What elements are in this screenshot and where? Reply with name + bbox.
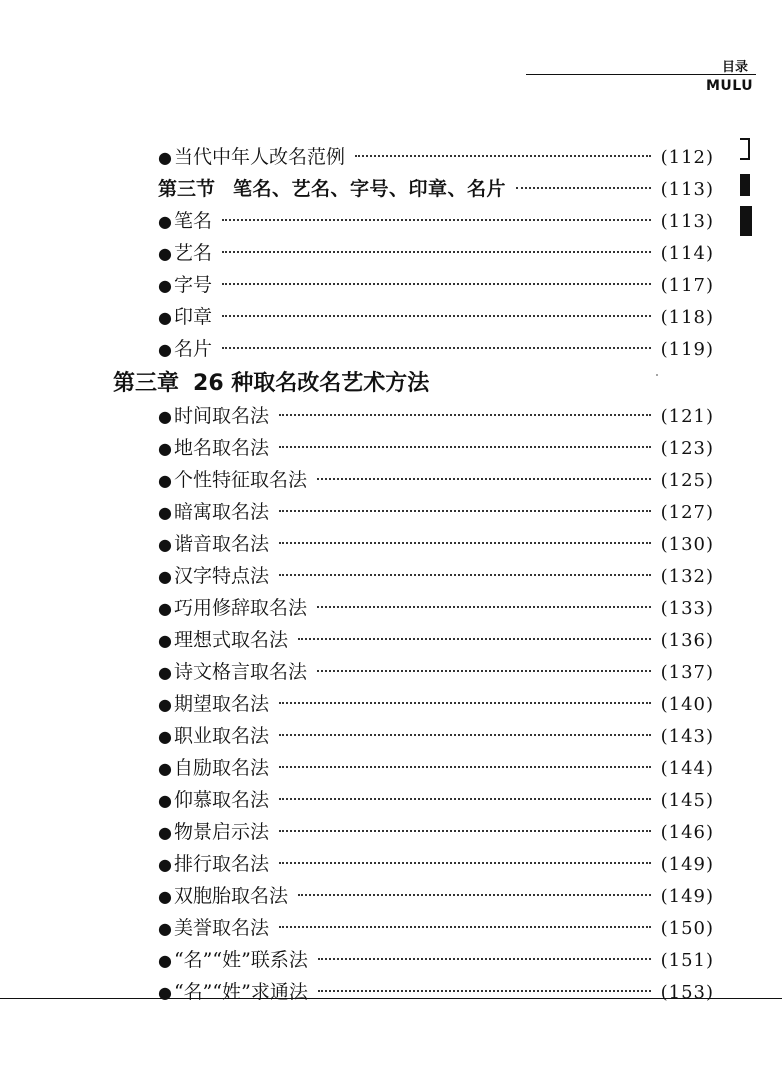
toc-entry-page: (137) bbox=[660, 662, 714, 683]
bullet-icon: ● bbox=[158, 599, 172, 618]
toc-entry[interactable] bbox=[158, 142, 714, 169]
bullet-icon: ● bbox=[158, 919, 172, 938]
toc-entry-title: 双胞胎取名法 bbox=[173, 885, 288, 907]
toc-entry[interactable] bbox=[158, 334, 714, 361]
toc-entry-title: 时间取名法 bbox=[173, 405, 269, 427]
dot-leader bbox=[222, 219, 651, 221]
dot-leader bbox=[317, 478, 651, 480]
toc-entry-page: (133) bbox=[660, 598, 714, 619]
toc-entry-title: 印章 bbox=[173, 306, 212, 328]
toc-entry-title: 排行取名法 bbox=[173, 853, 269, 875]
toc-entry-page: (150) bbox=[660, 918, 714, 939]
toc-entry[interactable] bbox=[158, 238, 714, 265]
toc-entry-title: “名”“姓”联系法 bbox=[173, 949, 308, 971]
toc-entry-title: 诗文格言取名法 bbox=[173, 661, 307, 683]
toc-entry-title: 笔名 bbox=[173, 210, 212, 232]
dot-leader bbox=[279, 734, 651, 736]
bullet-icon: ● bbox=[158, 308, 172, 327]
toc-entry-title: 理想式取名法 bbox=[173, 629, 288, 651]
chapter-title: 26 种取名改名艺术方法 bbox=[193, 371, 430, 396]
dot-leader bbox=[279, 862, 651, 864]
toc-entry-page: (112) bbox=[660, 147, 714, 168]
toc-entry-page: (149) bbox=[660, 886, 714, 907]
toc-entry-page: (143) bbox=[660, 726, 714, 747]
toc-entry[interactable] bbox=[158, 206, 714, 233]
dot-leader bbox=[222, 283, 651, 285]
toc-entry[interactable] bbox=[158, 849, 714, 876]
toc-entry-title: 字号 bbox=[173, 274, 212, 296]
dot-leader bbox=[279, 766, 651, 768]
bullet-icon: ● bbox=[158, 983, 172, 1002]
toc-entry[interactable] bbox=[158, 593, 714, 620]
dot-leader bbox=[298, 638, 651, 640]
dot-leader bbox=[222, 347, 651, 349]
toc-entry-page: (119) bbox=[660, 339, 714, 360]
dot-leader bbox=[279, 798, 651, 800]
dot-leader bbox=[279, 510, 651, 512]
toc-entry-page: (114) bbox=[660, 243, 714, 264]
bullet-icon: ● bbox=[158, 855, 172, 874]
toc-entry-title: 物景启示法 bbox=[173, 821, 269, 843]
section-number: 第三节 bbox=[158, 178, 216, 200]
dot-leader bbox=[317, 606, 651, 608]
dot-leader bbox=[279, 926, 651, 928]
bullet-icon: ● bbox=[158, 951, 172, 970]
dot-leader bbox=[279, 446, 651, 448]
toc-entry-page: (151) bbox=[660, 950, 714, 971]
running-header-pinyin: MULU bbox=[706, 78, 754, 94]
toc-entry[interactable] bbox=[158, 561, 714, 588]
toc-entry-page: (136) bbox=[660, 630, 714, 651]
toc-entry-page: (145) bbox=[660, 790, 714, 811]
toc-entry-page: (118) bbox=[660, 307, 714, 328]
toc-entry[interactable] bbox=[158, 497, 714, 524]
toc-entry[interactable] bbox=[158, 401, 714, 428]
toc-entry-page: (113) bbox=[660, 211, 714, 232]
dot-leader bbox=[279, 830, 651, 832]
dot-leader bbox=[317, 670, 651, 672]
toc-entry-title: 名片 bbox=[173, 338, 212, 360]
bullet-icon: ● bbox=[158, 567, 172, 586]
dot-leader bbox=[279, 574, 651, 576]
page-bottom-rule bbox=[0, 998, 782, 999]
toc-entry-page: (121) bbox=[660, 406, 714, 427]
toc-entry-title: 仰慕取名法 bbox=[173, 789, 269, 811]
toc-entry-title: 美誉取名法 bbox=[173, 917, 269, 939]
dot-leader bbox=[222, 251, 651, 253]
toc-entry-title: 自励取名法 bbox=[173, 757, 269, 779]
toc-entry-page: (127) bbox=[660, 502, 714, 523]
running-header-title: 目录 bbox=[722, 60, 749, 75]
bullet-icon: ● bbox=[158, 276, 172, 295]
section-page: (113) bbox=[660, 179, 714, 200]
toc-entry-title: 暗寓取名法 bbox=[173, 501, 269, 523]
toc-entry-page: (125) bbox=[660, 470, 714, 491]
toc-entry-title: 地名取名法 bbox=[173, 437, 269, 459]
toc-entry-title: 职业取名法 bbox=[173, 725, 269, 747]
toc-entry[interactable] bbox=[158, 270, 714, 297]
dot-leader bbox=[222, 315, 651, 317]
dot-leader bbox=[355, 155, 651, 157]
bullet-icon: ● bbox=[158, 148, 172, 167]
chapter-heading[interactable] bbox=[113, 366, 429, 397]
toc-entry-page: (144) bbox=[660, 758, 714, 779]
bullet-icon: ● bbox=[158, 759, 172, 778]
toc-entry[interactable] bbox=[158, 913, 714, 940]
bullet-icon: ● bbox=[158, 471, 172, 490]
toc-entry[interactable] bbox=[158, 881, 714, 908]
bullet-icon: ● bbox=[158, 340, 172, 359]
toc-entry-title: 期望取名法 bbox=[173, 693, 269, 715]
thumb-tab bbox=[740, 138, 750, 160]
thumb-index-tabs bbox=[740, 136, 754, 236]
scan-speck bbox=[656, 374, 658, 376]
toc-entry[interactable] bbox=[158, 753, 714, 780]
dot-leader bbox=[516, 187, 651, 189]
bullet-icon: ● bbox=[158, 823, 172, 842]
toc-entry[interactable] bbox=[158, 785, 714, 812]
toc-entry-title: 汉字特点法 bbox=[173, 565, 269, 587]
bullet-icon: ● bbox=[158, 407, 172, 426]
bullet-icon: ● bbox=[158, 439, 172, 458]
dot-leader bbox=[279, 702, 651, 704]
toc-entry-page: (117) bbox=[660, 275, 714, 296]
toc-entry-title: 当代中年人改名范例 bbox=[173, 146, 345, 168]
toc-entry[interactable] bbox=[158, 433, 714, 460]
toc-entry-title: 谐音取名法 bbox=[173, 533, 269, 555]
toc-entry[interactable] bbox=[158, 625, 714, 652]
section-title: 笔名、艺名、字号、印章、名片 bbox=[233, 178, 507, 200]
toc-entry[interactable] bbox=[158, 529, 714, 556]
bullet-icon: ● bbox=[158, 503, 172, 522]
bullet-icon: ● bbox=[158, 791, 172, 810]
bullet-icon: ● bbox=[158, 695, 172, 714]
toc-entry[interactable] bbox=[158, 817, 714, 844]
bullet-icon: ● bbox=[158, 631, 172, 650]
chapter-number: 第三章 bbox=[113, 371, 180, 396]
toc-section[interactable] bbox=[158, 174, 714, 201]
dot-leader bbox=[318, 990, 651, 992]
bullet-icon: ● bbox=[158, 727, 172, 746]
bullet-icon: ● bbox=[158, 535, 172, 554]
bullet-icon: ● bbox=[158, 212, 172, 231]
toc-entry-page: (140) bbox=[660, 694, 714, 715]
thumb-tab-current bbox=[740, 206, 752, 236]
toc-entry-page: (149) bbox=[660, 854, 714, 875]
toc-entry-title: 个性特征取名法 bbox=[173, 469, 307, 491]
toc-entry[interactable] bbox=[158, 977, 714, 1004]
dot-leader bbox=[318, 958, 651, 960]
toc-entry[interactable] bbox=[158, 302, 714, 329]
bullet-icon: ● bbox=[158, 244, 172, 263]
dot-leader bbox=[279, 542, 651, 544]
toc-entry-title: “名”“姓”求通法 bbox=[173, 981, 308, 1003]
toc-entry-page: (123) bbox=[660, 438, 714, 459]
toc-entry-page: (153) bbox=[660, 982, 714, 1003]
toc-entry-title: 巧用修辞取名法 bbox=[173, 597, 307, 619]
toc-entry[interactable] bbox=[158, 945, 714, 972]
toc-entry[interactable] bbox=[158, 721, 714, 748]
toc-entry-page: (146) bbox=[660, 822, 714, 843]
toc-entry-title: 艺名 bbox=[173, 242, 212, 264]
bullet-icon: ● bbox=[158, 663, 172, 682]
dot-leader bbox=[298, 894, 651, 896]
dot-leader bbox=[279, 414, 651, 416]
toc-entry[interactable] bbox=[158, 465, 714, 492]
toc-entry-page: (130) bbox=[660, 534, 714, 555]
toc-entry[interactable] bbox=[158, 689, 714, 716]
toc-entry-page: (132) bbox=[660, 566, 714, 587]
thumb-tab bbox=[740, 174, 750, 196]
bullet-icon: ● bbox=[158, 887, 172, 906]
toc-entry[interactable] bbox=[158, 657, 714, 684]
